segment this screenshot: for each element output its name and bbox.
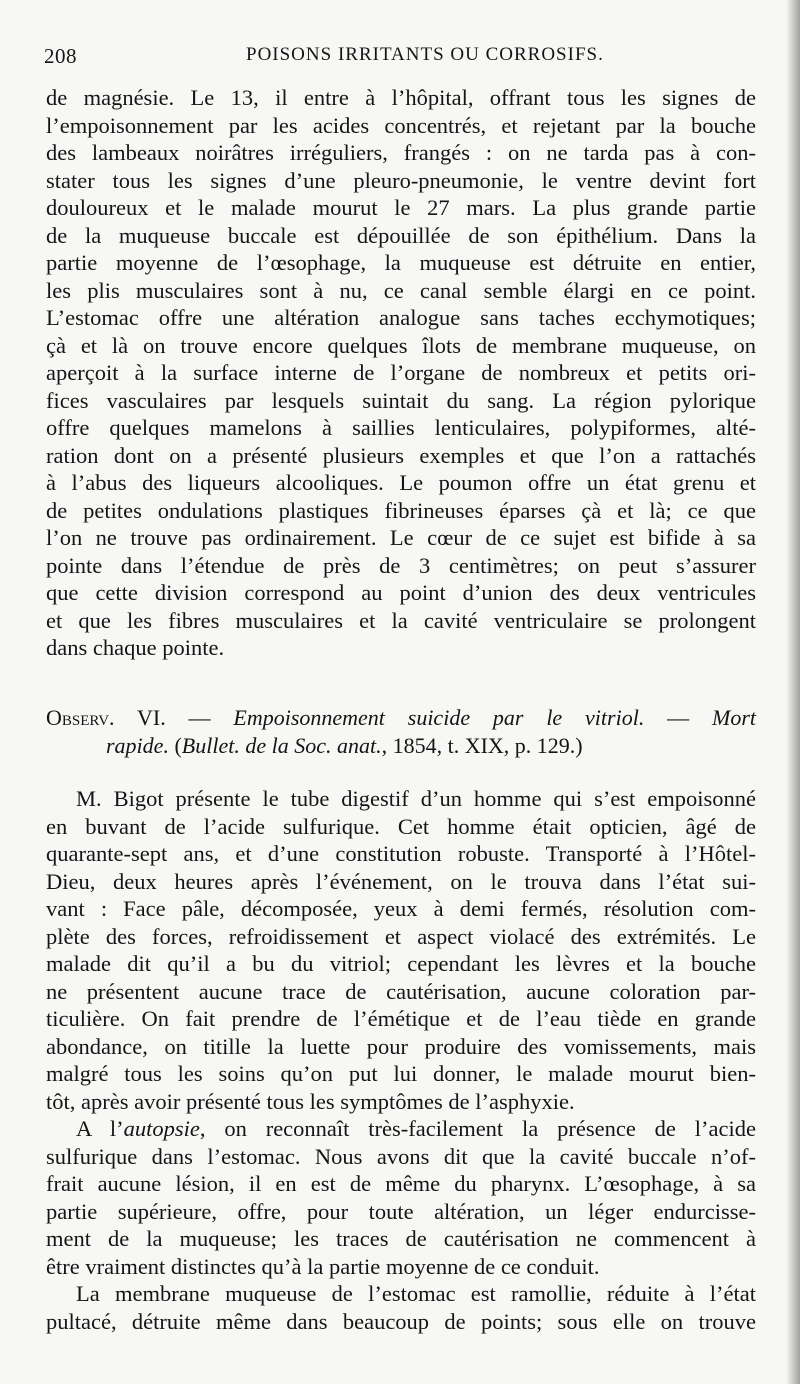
heading-line-1 [46, 704, 756, 732]
text-line: aperçoit à la surface interne de l’organe de nombreux et petits ori- [46, 360, 756, 385]
text-line: à l’abus des liqueurs alcooliques. Le poumon offre un état grenu et [46, 470, 756, 495]
heading-dash: — [644, 705, 713, 730]
text-line: pultacé, détruite même dans beaucoup de points; sous elle on trouve [46, 1308, 756, 1334]
text-line: en buvant de l’acide sulfurique. Cet homme était opticien, âgé de [46, 813, 756, 839]
paragraph-autopsy [46, 1115, 756, 1280]
paragraph-stomach [46, 1280, 756, 1335]
source-citation: Bullet. de la Soc. anat. [181, 732, 382, 758]
text-line: partie supérieure, offre, pour toute altération, un léger endurcisse- [46, 1198, 756, 1224]
text-line: ration dont on a présenté plusieurs exemples et que l’on a rattachés [46, 442, 756, 468]
text-line: dans chaque pointe. [46, 635, 225, 660]
text-line: plète des forces, refroidissement et aspect violacé des extrémités. Le [46, 923, 756, 949]
text-line: l’on ne trouve pas ordinairement. Le cœur de ce sujet est bifide à sa [46, 525, 756, 550]
autopsy-rest: , on reconnaît très-facilement la présence de l’acide [199, 1116, 756, 1141]
text-line: Dieu, deux heures après l’événement, on le trouva dans l’état sui- [46, 868, 756, 894]
text-line: La membrane muqueuse de l’estomac est ramollie, réduite à l’état [76, 1281, 756, 1306]
text-line: offre quelques mamelons à saillies lenticulaires, polypiformes, alté- [46, 415, 756, 440]
text-line: partie moyenne de l’œsophage, la muqueuse est détruite en entier, [46, 250, 756, 275]
text-line: malgré tous les soins qu’on put lui donner, le malade mourut bien- [46, 1061, 756, 1086]
text-line: des lambeaux noirâtres irréguliers, frangés : on ne tarda pas à con- [46, 140, 756, 165]
observation-title: Empoisonnement suicide par le vitriol. [233, 705, 645, 730]
source-reference: , 1854, t. XIX, p. 129.) [381, 732, 583, 758]
text-line: et que les fibres musculaires et la cavité ventriculaire se prolongent [46, 607, 756, 633]
running-title: POISONS IRRITANTS OU CORROSIFS. [246, 44, 604, 65]
text-line: de la muqueuse buccale est dépouillée de son épithélium. Dans la [46, 222, 756, 248]
text-line: ne présentent aucune trace de cautérisation, aucune coloration par- [46, 978, 756, 1004]
text-line: abondance, on titille la luette pour produire des vomissements, mais [46, 1033, 756, 1059]
text-line: fices vasculaires par lesquels suintait du sang. La région pylorique [46, 387, 756, 413]
page-edge-shadow [786, 0, 800, 1384]
text-line: tôt, après avoir présenté tous les symptômes de l’asphyxie. [46, 1088, 575, 1114]
text-line: pointe dans l’étendue de près de 3 centimètres; on peut s’assurer [46, 552, 756, 578]
paren-open: ( [168, 732, 182, 758]
text-line: douloureux et le malade mourut le 27 mars. La plus grande partie [46, 195, 756, 220]
running-head [42, 44, 772, 74]
page-number: 208 [44, 44, 77, 68]
paragraph-continued [46, 84, 756, 662]
text-line: l’empoisonnement par les acides concentrés, et rejetant par la bouche [46, 112, 756, 138]
text-line [46, 1115, 756, 1143]
autopsy-term: autopsie [123, 1116, 200, 1141]
autopsy-prefix: A l’ [76, 1116, 124, 1141]
observation-label: Observ. VI. [46, 705, 166, 730]
text-line: L’estomac offre une altération analogue sans taches ecchymotiques; [46, 305, 756, 330]
text-line: de petites ondulations plastiques fibrineuses éparses çà et là; ce que [46, 497, 756, 523]
text-line: être vraiment distinctes qu’à la partie moyenne de ce conduit. [46, 1253, 600, 1279]
observation-title-end: Mort [712, 705, 757, 730]
heading-line-2 [46, 732, 756, 760]
text-line: sulfurique dans l’estomac. Nous avons dit que la cavité buccale n’of- [46, 1143, 756, 1169]
observation-heading [46, 704, 756, 759]
paragraph-case-report [46, 785, 756, 1115]
text-line: les plis musculaires sont à nu, ce canal semble élargi en ce point. [46, 277, 756, 303]
text-line: ticulière. On fait prendre de l’émétique et de l’eau tiède en grande [46, 1006, 756, 1031]
text-line: çà et là on trouve encore quelques îlots de membrane muqueuse, on [46, 332, 756, 358]
text-line: ment de la muqueuse; les traces de cautérisation ne commencent à [46, 1226, 756, 1251]
text-line: malade dit qu’il a bu du vitriol; cependant les lèvres et la bouche [46, 951, 756, 976]
text-line: frait aucune lésion, il en est de même du pharynx. L’œsophage, à sa [46, 1171, 756, 1196]
text-line: vant : Face pâle, décomposée, yeux à demi fermés, résolution com- [46, 896, 756, 921]
observation-title-cont: rapide. [106, 732, 169, 758]
heading-dash: — [165, 705, 234, 730]
text-line: stater tous les signes d’une pleuro-pneumonie, le ventre devint fort [46, 167, 756, 193]
text-line: quarante-sept ans, et d’une constitution robuste. Transporté à l’Hôtel- [46, 841, 756, 866]
text-line: de magnésie. Le 13, il entre à l’hôpital, offrant tous les signes de [46, 85, 756, 110]
text-line: que cette division correspond au point d’union des deux ventricules [46, 580, 756, 605]
text-line: M. Bigot présente le tube digestif d’un homme qui s’est empoisonné [76, 786, 756, 811]
